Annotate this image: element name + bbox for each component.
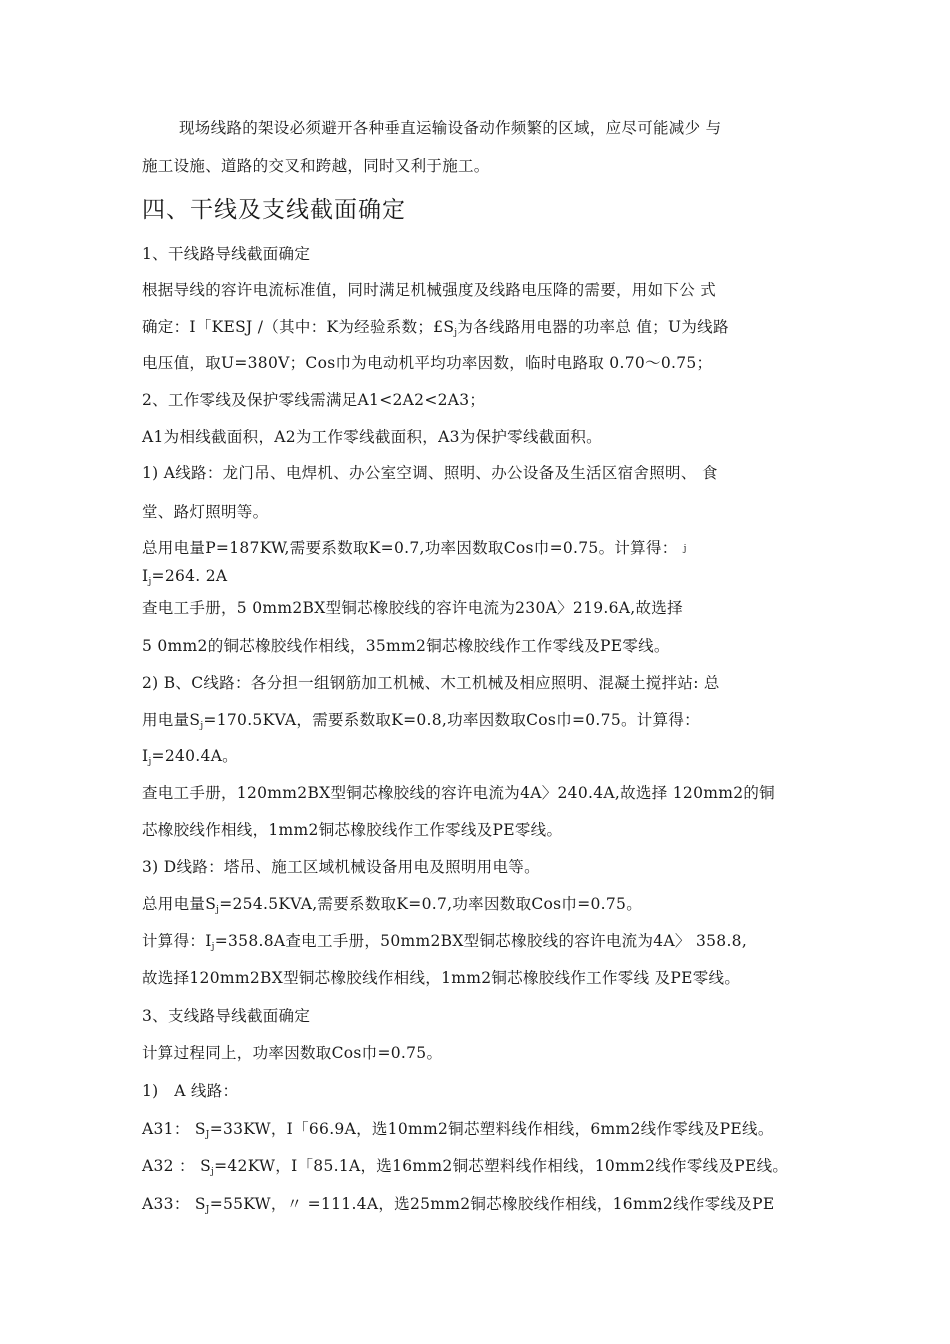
paragraph-line: 根据导线的容许电流标准值，同时满足机械强度及线路电压降的需要，用如下公 式 — [142, 281, 717, 299]
list-item: 1) A 线路： — [142, 1082, 239, 1100]
paragraph-line: 故选择120mm2BX型铜芯橡胶线作相线，1mm2铜芯橡胶线作工作零线 及PE零线。 — [142, 969, 741, 987]
paragraph-line: 芯橡胶线作相线，1mm2铜芯橡胶线作工作零线及PE零线。 — [142, 821, 563, 839]
subsection-heading: 1、干线路导线截面确定 — [142, 245, 311, 263]
paragraph-line: 计算得：$I_j=358.8A$查电工手册，50mm2BX型铜芯橡胶线的容许电流为4A〉 358.8, — [142, 932, 748, 952]
list-item: 2) B、C线路：各分担一组钢筋加工机械、木工机械及相应照明、混凝土搅拌站: 总 — [142, 674, 720, 692]
paragraph-line: 电压值，取U=380V；Cos巾为电动机平均功率因数，临时电路取 0.70〜0.75； — [142, 354, 713, 372]
formula-line: 确定：I「KESJ /（其中：K为经验系数；$£S_j$为各线路用电器的功率总 值；U为线路 — [142, 318, 729, 338]
paragraph-line: 计算过程同上，功率因数取Cos巾=0.75。 — [142, 1044, 443, 1062]
result-line: $I_j=240.4A$。 — [142, 747, 238, 767]
paragraph-line: 总用电量P=187KW,需要系数取K=0.7,功率因数取Cos巾=0.75。计算得： j — [142, 539, 687, 557]
paragraph-line: 总用电量$S_j=254.5KVA$,需要系数取K=0.7,功率因数取Cos巾=0.75。 — [142, 895, 643, 915]
table-row: A32 ： $S_j=42KW$，I「85.1A，选16mm2铜芯塑料线作相线，10mm2线作零线及PE线。 — [142, 1157, 789, 1177]
list-item: 3) D线路：塔吊、施工区域机械设备用电及照明用电等。 — [142, 858, 540, 876]
paragraph-line: A1为相线截面积，A2为工作零线截面积，A3为保护零线截面积。 — [142, 428, 602, 446]
paragraph-line: 施工设施、道路的交叉和跨越，同时又利于施工。 — [142, 157, 490, 175]
list-item: 1) A线路：龙门吊、电焊机、办公室空调、照明、办公设备及生活区宿舍照明、 食 — [142, 464, 718, 482]
paragraph-line: 查电工手册，120mm2BX型铜芯橡胶线的容许电流为4A〉240.4A,故选择 120mm2的铜 — [142, 784, 775, 802]
subsection-heading: 2、工作零线及保护零线需满足A1<2A2<2A3； — [142, 391, 486, 409]
table-row: A31： $S_J=33KW$，I「66.9A，选10mm2铜芯塑料线作相线，6mm2线作零线及PE线。 — [142, 1120, 774, 1140]
paragraph-line: 堂、路灯照明等。 — [142, 503, 269, 521]
subsection-heading: 3、支线路导线截面确定 — [142, 1007, 311, 1025]
paragraph-line: 用电量$S_j=170.5KVA$，需要系数取K=0.8,功率因数取Cos巾=0.75。计算得： — [142, 711, 700, 731]
paragraph-line: 5 0mm2的铜芯橡胶线作相线，35mm2铜芯橡胶线作工作零线及PE零线。 — [142, 637, 670, 655]
result-line: $I_j=264$. 2A — [142, 567, 228, 587]
section-heading: 四、干线及支线截面确定 — [142, 197, 406, 223]
paragraph-line: 查电工手册，5 0mm2BX型铜芯橡胶线的容许电流为230A〉219.6A,故选择 — [142, 599, 683, 617]
table-row: A33： $S_J=55KW$，〃 =111.4A，选25mm2铜芯橡胶线作相线，16mm2线作零线及PE — [142, 1195, 775, 1215]
paragraph-line: 现场线路的架设必须避开各种垂直运输设备动作频繁的区域，应尽可能减少 与 — [179, 119, 722, 137]
